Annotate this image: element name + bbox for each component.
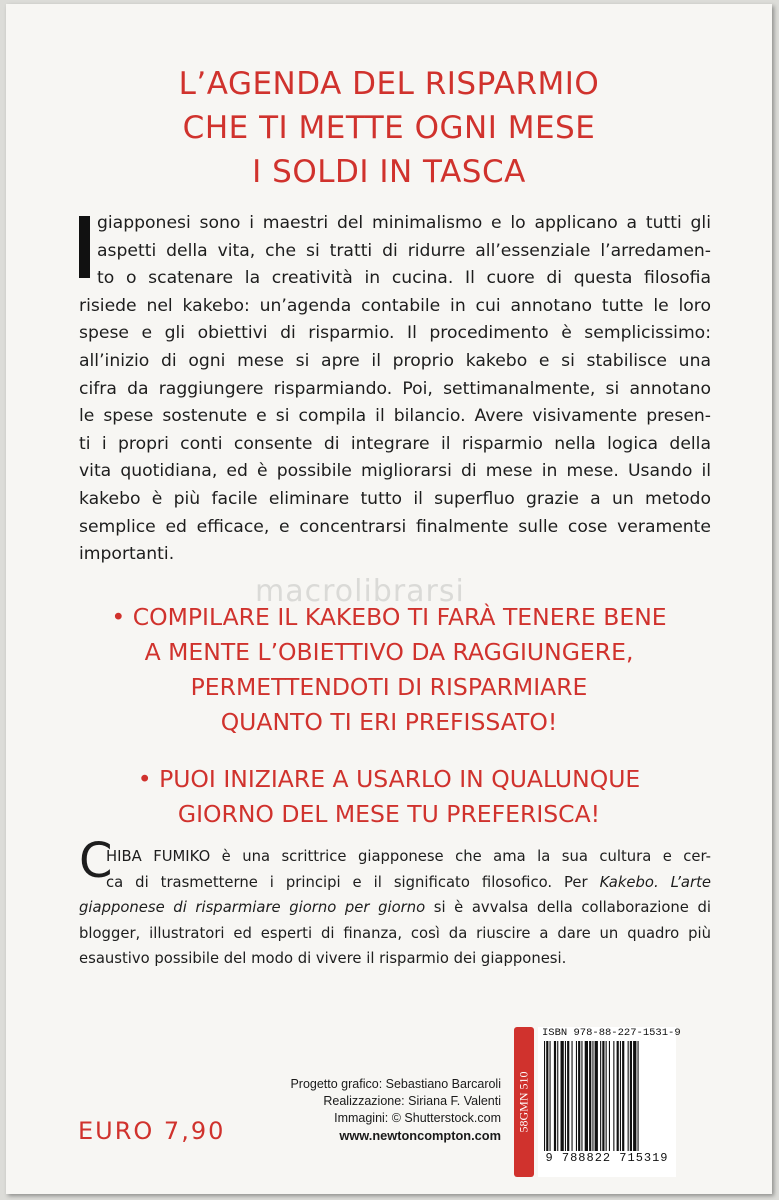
credit-design: Progetto grafico: Sebastiano Barcaroli [290, 1077, 501, 1091]
isbn-label: ISBN 978-88-227-1531-9 [542, 1027, 681, 1039]
description-line: le spese sostenute e si compila il bilancio. Avere visivamente presen- [79, 406, 711, 427]
barcode-bar [630, 1041, 632, 1151]
barcode-bar [544, 1041, 545, 1151]
barcode-bar [585, 1041, 588, 1151]
description-line: ti i propri conti consente di integrare il risparmio nella logica della [79, 433, 711, 454]
description-line: aspetti della vita, che si tratti di ridurre all’essenziale l’arredamen- [97, 240, 711, 261]
barcode [538, 1027, 681, 1177]
price: EURO 7,90 [78, 1117, 226, 1145]
bullet-points [6, 600, 772, 832]
bullet-line: GIORNO DEL MESE TU PREFERISCA! [177, 800, 601, 828]
bullet-line: A MENTE L’OBIETTIVO DA RAGGIUNGERE, [144, 638, 634, 666]
barcode-bar [581, 1041, 582, 1151]
author-line: esaustivo possibile del modo di vivere il risparmio dei giapponesi. [79, 950, 567, 967]
bullet-item [6, 762, 772, 832]
author-line: giapponese di risparmiare giorno per giorno si è avvalsa della collaborazione di [79, 899, 711, 916]
barcode-bar [592, 1041, 593, 1151]
credits [290, 1076, 501, 1144]
bullet-line: • PUOI INIZIARE A USARLO IN QUALUNQUE [137, 765, 641, 793]
credit-production: Realizzazione: Siriana F. Valenti [323, 1094, 501, 1108]
barcode-bar [606, 1041, 607, 1151]
description-line: risiede nel kakebo: un’agenda contabile in cui annotano tutte le loro [79, 295, 711, 316]
barcode-bar [567, 1041, 569, 1151]
author-line: HIBA FUMIKO è una scrittrice giapponese che ama la sua cultura e cer- [106, 848, 711, 865]
barcode-bars [544, 1041, 670, 1151]
barcode-bar [554, 1041, 556, 1151]
headline-line: CHE TI METTE OGNI MESE [182, 110, 596, 146]
barcode-bar [622, 1041, 624, 1151]
bullet-line: PERMETTENDOTI DI RISPARMIARE [190, 673, 588, 701]
barcode-bar [576, 1041, 577, 1151]
barcode-bar [561, 1041, 564, 1151]
description-line: giapponesi sono i maestri del minimalismo e lo applicano a tutti gli [97, 213, 711, 233]
watermark: macrolibrarsi [255, 574, 465, 609]
barcode-bar [628, 1041, 629, 1151]
description-line: spese e gli obiettivi di risparmio. Il procedimento è semplicissimo: [79, 323, 711, 344]
barcode-bar [609, 1041, 610, 1151]
bullet-item [6, 600, 772, 740]
description-line: to o scatenare la creatività in cucina. Il cuore di questa filosofia [97, 268, 711, 289]
book-title-italic: giapponese di risparmiare giorno per giorno [79, 899, 426, 916]
barcode-bar [595, 1041, 598, 1151]
headline-line: L’AGENDA DEL RISPARMIO [178, 66, 600, 102]
barcode-bar [613, 1041, 614, 1151]
barcode-bar [572, 1041, 573, 1151]
barcode-bar [602, 1041, 604, 1151]
barcode-bar [617, 1041, 619, 1151]
bullet-line: QUANTO TI ERI PREFISSATO! [220, 708, 558, 736]
barcode-bar [638, 1041, 639, 1151]
description-paragraph [79, 210, 711, 569]
description-line: all’inizio di ogni mese si apre il proprio kakebo e si stabilisce una [79, 350, 711, 371]
author-drop-cap: C [79, 833, 113, 889]
barcode-bar [550, 1041, 551, 1151]
description-line: vita quotidiana, ed è possibile migliorarsi di mese in mese. Usando il [79, 461, 711, 482]
barcode-bar [557, 1041, 558, 1151]
ean-number: 9 788822 715319 [545, 1151, 669, 1165]
barcode-bar [546, 1041, 548, 1151]
publisher-website: www.newtoncompton.com [339, 1128, 501, 1143]
barcode-bar [620, 1041, 621, 1151]
barcode-bar [565, 1041, 566, 1151]
author-bio [79, 844, 711, 972]
barcode-bar [578, 1041, 580, 1151]
headline [6, 62, 772, 194]
book-title-italic: Kakebo. L’arte [599, 873, 711, 891]
product-code-strip [514, 1027, 534, 1177]
description-line: semplice ed efficace, e concentrarsi finalmente sulle cose veramente [79, 516, 711, 537]
headline-line: I SOLDI IN TASCA [252, 154, 526, 190]
description-line: kakebo è più facile eliminare tutto il superfluo grazie a un metodo [79, 488, 711, 509]
author-line: blogger, illustratori ed esperti di finanza, così da riuscire a dare un quadro più [79, 924, 711, 942]
description-line: importanti. [79, 544, 175, 565]
product-code: 58GMN 510 [516, 1071, 531, 1133]
barcode-bar [589, 1041, 591, 1151]
barcode-bar [600, 1041, 601, 1151]
author-line: ca di trasmetterne i principi e il significato filosofico. Per Kakebo. L’arte [106, 873, 711, 891]
book-back-cover [6, 4, 772, 1194]
description-line: cifra da raggiungere risparmiando. Poi, settimanalmente, si annotano [79, 378, 711, 399]
barcode-bar [633, 1041, 636, 1151]
bullet-line: • COMPILARE IL KAKEBO TI FARÀ TENERE BENE [111, 603, 667, 631]
credit-images: Immagini: © Shutterstock.com [334, 1111, 501, 1125]
